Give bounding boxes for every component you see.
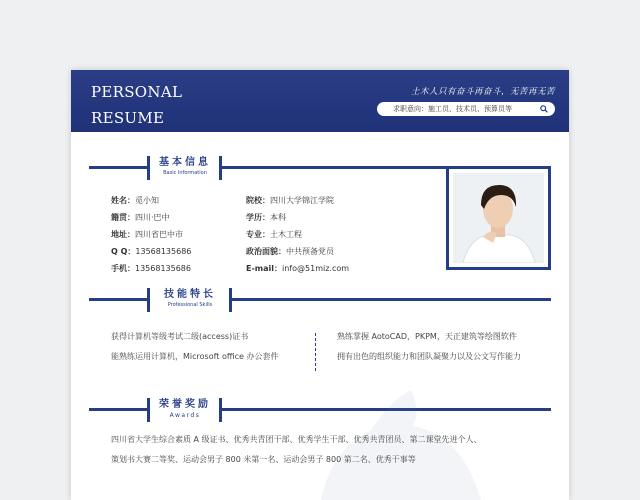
section-bar-right xyxy=(219,156,222,180)
skill-item: 熟练掌握 AotoCAD，PKPM，天正建筑等绘图软件 xyxy=(337,332,517,341)
info-row: 籍贯：四川·巴中 xyxy=(111,213,170,222)
brand-line-personal: PERSONAL xyxy=(91,83,183,101)
section-bar-left xyxy=(147,288,150,312)
brand-line-resume: RESUME xyxy=(91,109,165,127)
section-title xyxy=(149,156,221,180)
section-bar-left xyxy=(147,156,150,180)
info-row: 政治面貌：中共预备党员 xyxy=(246,247,334,256)
skill-item: 能熟练运用计算机，Microsoft office 办公套件 xyxy=(111,352,279,361)
section-title xyxy=(149,398,221,422)
skills-right xyxy=(337,327,521,367)
award-item: 策划书大赛二等奖、运动会男子 800 米第一名、运动会男子 800 第二名、优秀干事等 xyxy=(111,455,416,464)
section-bar-right xyxy=(219,398,222,422)
photo-frame xyxy=(446,166,551,270)
section-line xyxy=(89,166,449,169)
info-row: 专业：土木工程 xyxy=(246,230,302,239)
basic-info-left xyxy=(111,192,191,277)
section-title-en: Basic Information xyxy=(163,170,207,176)
brand-title xyxy=(91,79,182,131)
resume-page xyxy=(71,70,569,500)
profile-photo xyxy=(453,173,544,263)
resume-header xyxy=(71,70,569,132)
info-row: 学历：本科 xyxy=(246,213,286,222)
search-icon xyxy=(540,105,548,113)
section-title-cn: 技能特长 xyxy=(164,289,216,300)
section-title-en: Professional Skills xyxy=(167,302,213,308)
motto-text: 土木人只有奋斗再奋斗，无苦再无苦 xyxy=(410,87,555,97)
basic-info-right xyxy=(246,192,349,277)
awards-list xyxy=(111,430,482,470)
info-row: 手机：13568135686 xyxy=(111,264,191,273)
info-row: 地址：四川省巴中市 xyxy=(111,230,183,239)
skill-item: 拥有出色的组织能力和团队凝聚力以及公文写作能力 xyxy=(337,352,521,361)
section-title-en: Awards xyxy=(169,412,201,419)
skills-divider xyxy=(315,333,316,371)
job-intent-box xyxy=(377,102,555,116)
job-intent-text: 求职意向：施工员、技术员、预算员等 xyxy=(393,105,512,113)
section-title xyxy=(149,288,231,312)
skills-header xyxy=(89,288,551,312)
info-row: E-mail：info@51miz.com xyxy=(246,264,350,273)
skills-left xyxy=(111,327,278,367)
info-row: 院校：四川大学锦江学院 xyxy=(246,196,334,205)
section-bar-right xyxy=(229,288,232,312)
skill-item: 获得计算机等级考试二级(access)证书 xyxy=(111,332,249,341)
award-item: 四川省大学生综合素质 A 级证书、优秀共青团干部、优秀学生干部、优秀共青团员、第二课堂先进个人、 xyxy=(111,435,482,444)
info-row: Q Q：13568135686 xyxy=(111,247,192,256)
section-title-cn: 基本信息 xyxy=(159,157,211,168)
info-row: 姓名：觅小知 xyxy=(111,196,159,205)
section-title-cn: 荣誉奖励 xyxy=(159,399,211,410)
section-bar-left xyxy=(147,398,150,422)
